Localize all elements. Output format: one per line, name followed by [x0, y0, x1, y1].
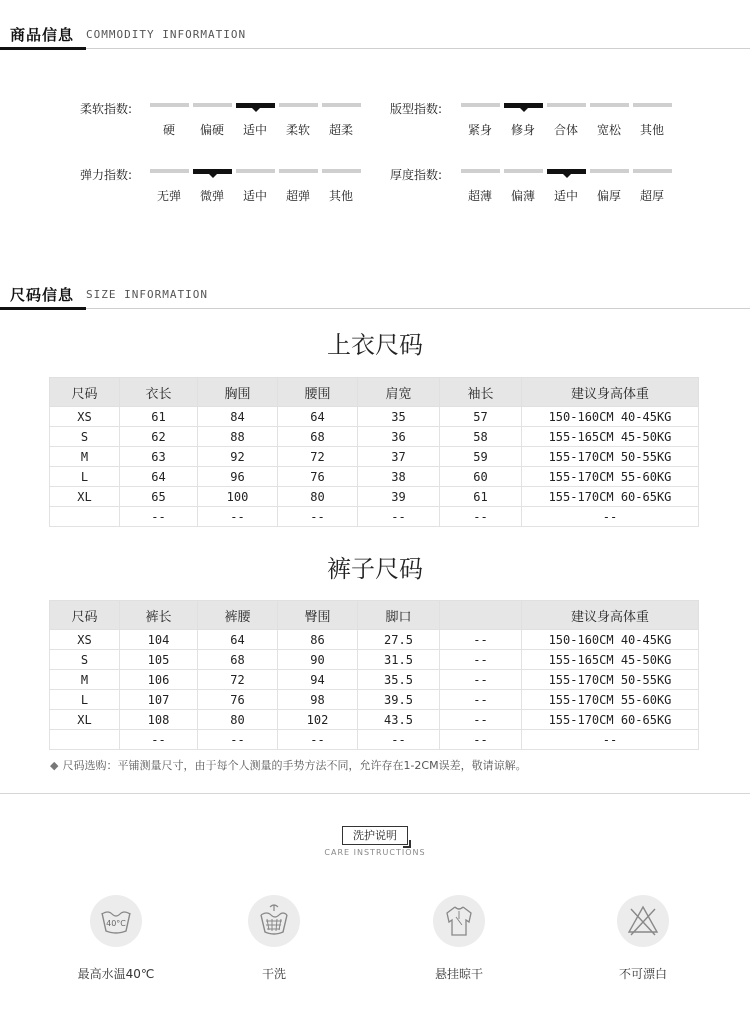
care-label-hang-dry: 悬挂晾干	[434, 967, 483, 981]
table-cell: 155-165CM 45-50KG	[522, 650, 699, 670]
rating-segment	[150, 103, 189, 107]
table-cell: --	[358, 507, 440, 527]
table-row	[50, 710, 699, 730]
table-cell: 35	[358, 407, 440, 427]
table-cell	[50, 507, 120, 527]
rating-option: 适中	[242, 189, 267, 203]
table-cell: 80	[278, 487, 358, 507]
table-row	[50, 487, 699, 507]
rating-option: 其他	[639, 123, 664, 137]
size-note	[50, 757, 527, 773]
table-cell: --	[358, 730, 440, 750]
table-cell: 108	[120, 710, 198, 730]
table-cell: 27.5	[358, 630, 440, 650]
rating-option: 适中	[242, 123, 267, 137]
commodity-section-header	[0, 22, 750, 50]
table-cell: 68	[278, 427, 358, 447]
table-cell: 61	[440, 487, 522, 507]
diamond-bullet-icon: ◆	[50, 759, 59, 772]
rating-indicator-selected	[504, 103, 543, 108]
rating-label: 厚度指数:	[390, 168, 443, 182]
rating-segment	[461, 169, 500, 173]
rating-indicator-selected	[193, 169, 232, 174]
table-row	[50, 650, 699, 670]
table-cell: 92	[198, 447, 278, 467]
table-cell: 155-170CM 50-55KG	[522, 447, 699, 467]
table-cell: 155-170CM 60-65KG	[522, 487, 699, 507]
rating-option: 超弹	[285, 189, 310, 203]
table-header-cell: 建议身高体重	[522, 601, 699, 630]
table-cell: --	[120, 507, 198, 527]
rating-segment	[504, 169, 543, 173]
table-row	[50, 507, 699, 527]
table-cell: 84	[198, 407, 278, 427]
table-cell: 155-170CM 55-60KG	[522, 467, 699, 487]
table-cell: 96	[198, 467, 278, 487]
table-cell: L	[50, 690, 120, 710]
table-cell: --	[198, 730, 278, 750]
table-cell: 39.5	[358, 690, 440, 710]
rating-segment	[322, 169, 361, 173]
table-cell: --	[440, 650, 522, 670]
top-size-table	[49, 377, 699, 527]
table-cell: --	[440, 710, 522, 730]
table-cell: 76	[198, 690, 278, 710]
table-row	[50, 730, 699, 750]
table-cell: --	[440, 690, 522, 710]
commodity-title-zh: 商品信息	[10, 26, 75, 44]
table-header-cell: 袖长	[440, 378, 522, 407]
table-cell: 35.5	[358, 670, 440, 690]
table-row	[50, 407, 699, 427]
rating-segment	[150, 169, 189, 173]
table-cell: 57	[440, 407, 522, 427]
rating-option: 无弹	[156, 189, 181, 203]
rating-segment	[590, 169, 629, 173]
table-cell: 80	[198, 710, 278, 730]
header-accent-bar	[0, 47, 86, 50]
table-cell: 63	[120, 447, 198, 467]
table-cell: 104	[120, 630, 198, 650]
table-cell: --	[522, 507, 699, 527]
section-divider	[0, 793, 750, 794]
table-cell: 37	[358, 447, 440, 467]
pants-size-table	[49, 600, 699, 750]
table-cell: 31.5	[358, 650, 440, 670]
table-cell: --	[440, 730, 522, 750]
table-cell: 68	[198, 650, 278, 670]
table-cell: 72	[198, 670, 278, 690]
rating-segment	[236, 169, 275, 173]
table-cell: 76	[278, 467, 358, 487]
table-cell: S	[50, 427, 120, 447]
table-header-cell: 臀围	[278, 601, 358, 630]
rating-segment	[633, 169, 672, 173]
table-cell: 106	[120, 670, 198, 690]
header-divider	[0, 48, 750, 49]
table-cell: 59	[440, 447, 522, 467]
table-cell: 61	[120, 407, 198, 427]
table-cell: XS	[50, 630, 120, 650]
table-cell: XS	[50, 407, 120, 427]
table-header-cell: 腰围	[278, 378, 358, 407]
table-cell: --	[440, 507, 522, 527]
table-cell: 65	[120, 487, 198, 507]
rating-option: 合体	[553, 123, 578, 137]
table-cell: 36	[358, 427, 440, 447]
rating-segment	[279, 169, 318, 173]
rating-option: 紧身	[467, 123, 492, 137]
table-cell: 60	[440, 467, 522, 487]
table-header-cell	[440, 601, 522, 630]
rating-label: 柔软指数:	[80, 102, 133, 116]
pants-size-title: 裤子尺码	[327, 555, 423, 583]
care-title-box: 洗护说明	[342, 826, 408, 845]
rating-indicator-selected	[236, 103, 275, 108]
table-cell: --	[198, 507, 278, 527]
table-cell: M	[50, 447, 120, 467]
commodity-title-en: COMMODITY INFORMATION	[86, 28, 247, 41]
rating-option: 偏硬	[199, 123, 224, 137]
rating-option: 微弹	[199, 189, 224, 203]
care-label-no-bleach: 不可漂白	[618, 967, 667, 981]
rating-option: 超薄	[467, 189, 492, 203]
size-title-zh: 尺码信息	[10, 286, 75, 304]
table-cell: --	[522, 730, 699, 750]
table-header-cell: 衣长	[120, 378, 198, 407]
table-header-cell: 尺码	[50, 378, 120, 407]
table-row	[50, 447, 699, 467]
table-cell: 105	[120, 650, 198, 670]
table-cell: 38	[358, 467, 440, 487]
header-divider	[0, 308, 750, 309]
table-row	[50, 467, 699, 487]
table-cell: 43.5	[358, 710, 440, 730]
size-section-header	[0, 282, 750, 310]
table-cell: 64	[198, 630, 278, 650]
table-cell: --	[120, 730, 198, 750]
size-title-en: SIZE INFORMATION	[86, 288, 208, 301]
table-header-cell: 建议身高体重	[522, 378, 699, 407]
table-cell: 155-170CM 55-60KG	[522, 690, 699, 710]
table-cell: 94	[278, 670, 358, 690]
rating-segment	[193, 103, 232, 107]
table-cell: --	[440, 670, 522, 690]
rating-segment	[547, 103, 586, 107]
header-accent-bar	[0, 307, 86, 310]
care-title-en: CARE INSTRUCTIONS	[324, 848, 426, 857]
rating-segment	[279, 103, 318, 107]
table-cell: 62	[120, 427, 198, 447]
table-cell: XL	[50, 710, 120, 730]
table-cell: 64	[278, 407, 358, 427]
table-cell: 155-165CM 45-50KG	[522, 427, 699, 447]
rating-option: 偏厚	[596, 189, 621, 203]
care-label-wash: 最高水温40℃	[77, 967, 155, 981]
table-cell: --	[440, 630, 522, 650]
rating-option: 适中	[553, 189, 578, 203]
table-cell: 98	[278, 690, 358, 710]
rating-option: 超柔	[328, 123, 353, 137]
table-header-cell: 尺码	[50, 601, 120, 630]
dry-clean-icon	[248, 895, 300, 947]
size-note-text: 尺码选购：平铺测量尺寸，由于每个人测量的手势方法不同，允许存在1-2CM误差，敬请谅解。	[62, 759, 527, 772]
table-cell: 155-170CM 50-55KG	[522, 670, 699, 690]
table-cell	[50, 730, 120, 750]
rating-label: 弹力指数:	[80, 168, 133, 182]
no-bleach-icon	[617, 895, 669, 947]
table-cell: --	[278, 730, 358, 750]
wash-temp-text: 40°C	[106, 919, 126, 928]
rating-option: 硬	[162, 123, 175, 137]
table-row	[50, 630, 699, 650]
hang-dry-icon	[433, 895, 485, 947]
rating-segment	[322, 103, 361, 107]
table-cell: 39	[358, 487, 440, 507]
table-header-cell: 脚口	[358, 601, 440, 630]
table-header-cell: 肩宽	[358, 378, 440, 407]
care-label-dry-clean: 干洗	[261, 967, 286, 981]
rating-option: 其他	[328, 189, 353, 203]
table-cell: 64	[120, 467, 198, 487]
table-row	[50, 427, 699, 447]
table-header-cell: 裤腰	[198, 601, 278, 630]
rating-label: 版型指数:	[390, 102, 443, 116]
table-cell: S	[50, 650, 120, 670]
table-cell: 107	[120, 690, 198, 710]
rating-option: 超厚	[639, 189, 664, 203]
table-cell: 100	[198, 487, 278, 507]
table-cell: 88	[198, 427, 278, 447]
table-cell: 58	[440, 427, 522, 447]
table-cell: 72	[278, 447, 358, 467]
rating-option: 柔软	[285, 123, 310, 137]
table-cell: M	[50, 670, 120, 690]
rating-indicator-selected	[547, 169, 586, 174]
table-cell: L	[50, 467, 120, 487]
table-row	[50, 670, 699, 690]
table-cell: 102	[278, 710, 358, 730]
rating-segment	[461, 103, 500, 107]
table-cell: 86	[278, 630, 358, 650]
table-cell: 150-160CM 40-45KG	[522, 630, 699, 650]
table-row	[50, 690, 699, 710]
table-cell: 90	[278, 650, 358, 670]
table-header-cell: 裤长	[120, 601, 198, 630]
rating-segment	[633, 103, 672, 107]
top-size-title: 上衣尺码	[327, 331, 423, 359]
rating-option: 偏薄	[510, 189, 535, 203]
table-cell: 155-170CM 60-65KG	[522, 710, 699, 730]
rating-segment	[590, 103, 629, 107]
table-cell: --	[278, 507, 358, 527]
wash-40c-icon	[90, 895, 142, 947]
table-header-cell: 胸围	[198, 378, 278, 407]
table-cell: 150-160CM 40-45KG	[522, 407, 699, 427]
rating-option: 修身	[510, 123, 535, 137]
rating-option: 宽松	[596, 123, 621, 137]
table-cell: XL	[50, 487, 120, 507]
